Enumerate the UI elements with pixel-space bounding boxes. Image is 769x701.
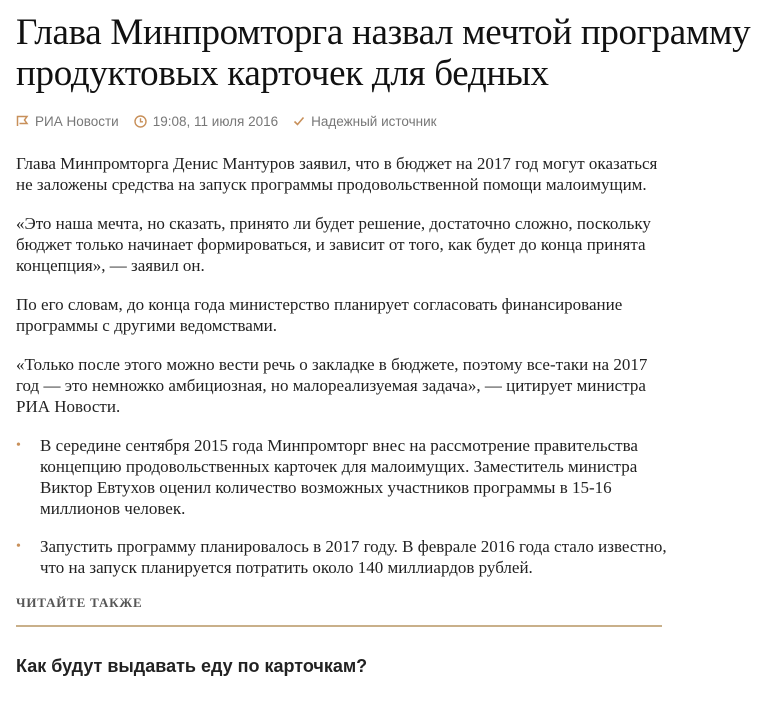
clock-icon	[134, 115, 147, 128]
article-body	[16, 153, 671, 578]
paragraph: «Только после этого можно вести речь о закладке в бюджете, поэтому все-таки на 2017 год — это немножко амбициозная, но малореализуемая задача», — цитирует министра РИА Новости.	[16, 355, 648, 416]
meta-reliability-label: Надежный источник	[311, 113, 437, 129]
read-also-label: ЧИТАЙТЕ ТАКЖЕ	[16, 595, 662, 627]
meta-reliability	[293, 114, 436, 129]
article	[16, 0, 766, 677]
bullet-icon: •	[16, 438, 21, 453]
meta-source-label: РИА Новости	[35, 113, 119, 129]
article-headline: Глава Минпромторга назвал мечтой программу продуктовых карточек для бедных	[16, 12, 751, 94]
meta-source[interactable]	[16, 114, 119, 129]
checkmark-icon	[293, 116, 305, 127]
list-item-text: В середине сентября 2015 года Минпромторг внес на рассмотрение правительства концепцию продовольственных карточек для малоимущих. Заместитель министра Виктор Евтухов оценил количество возможных участников программы в 15-16 миллионов человек.	[40, 436, 638, 518]
meta-datetime-label: 19:08, 11 июля 2016	[152, 113, 279, 129]
meta-datetime	[134, 114, 278, 129]
paragraph: По его словам, до конца года министерство планирует согласовать финансирование программы с другими ведомствами.	[16, 295, 623, 335]
bullet-icon: •	[16, 539, 21, 554]
facts-list	[16, 435, 671, 578]
paragraph: Глава Минпромторга Денис Мантуров заявил, что в бюджет на 2017 год могут оказаться не заложены средства на запуск программы продовольственной помощи малоимущим.	[16, 154, 658, 194]
read-also-link[interactable]: Как будут выдавать еду по карточкам?	[16, 656, 368, 676]
flag-icon	[16, 115, 29, 127]
article-meta	[16, 112, 766, 130]
list-item	[16, 536, 671, 578]
list-item	[16, 435, 671, 519]
paragraph: «Это наша мечта, но сказать, принято ли будет решение, достаточно сложно, поскольку бюджет только начинает формироваться, и зависит от того, как будет до конца принята концепция», — заявил он.	[16, 214, 651, 275]
list-item-text: Запустить программу планировалось в 2017 году. В феврале 2016 года стало известно, что на запуск планируется потратить около 140 миллиардов рублей.	[40, 537, 667, 577]
read-also-block	[16, 595, 662, 677]
